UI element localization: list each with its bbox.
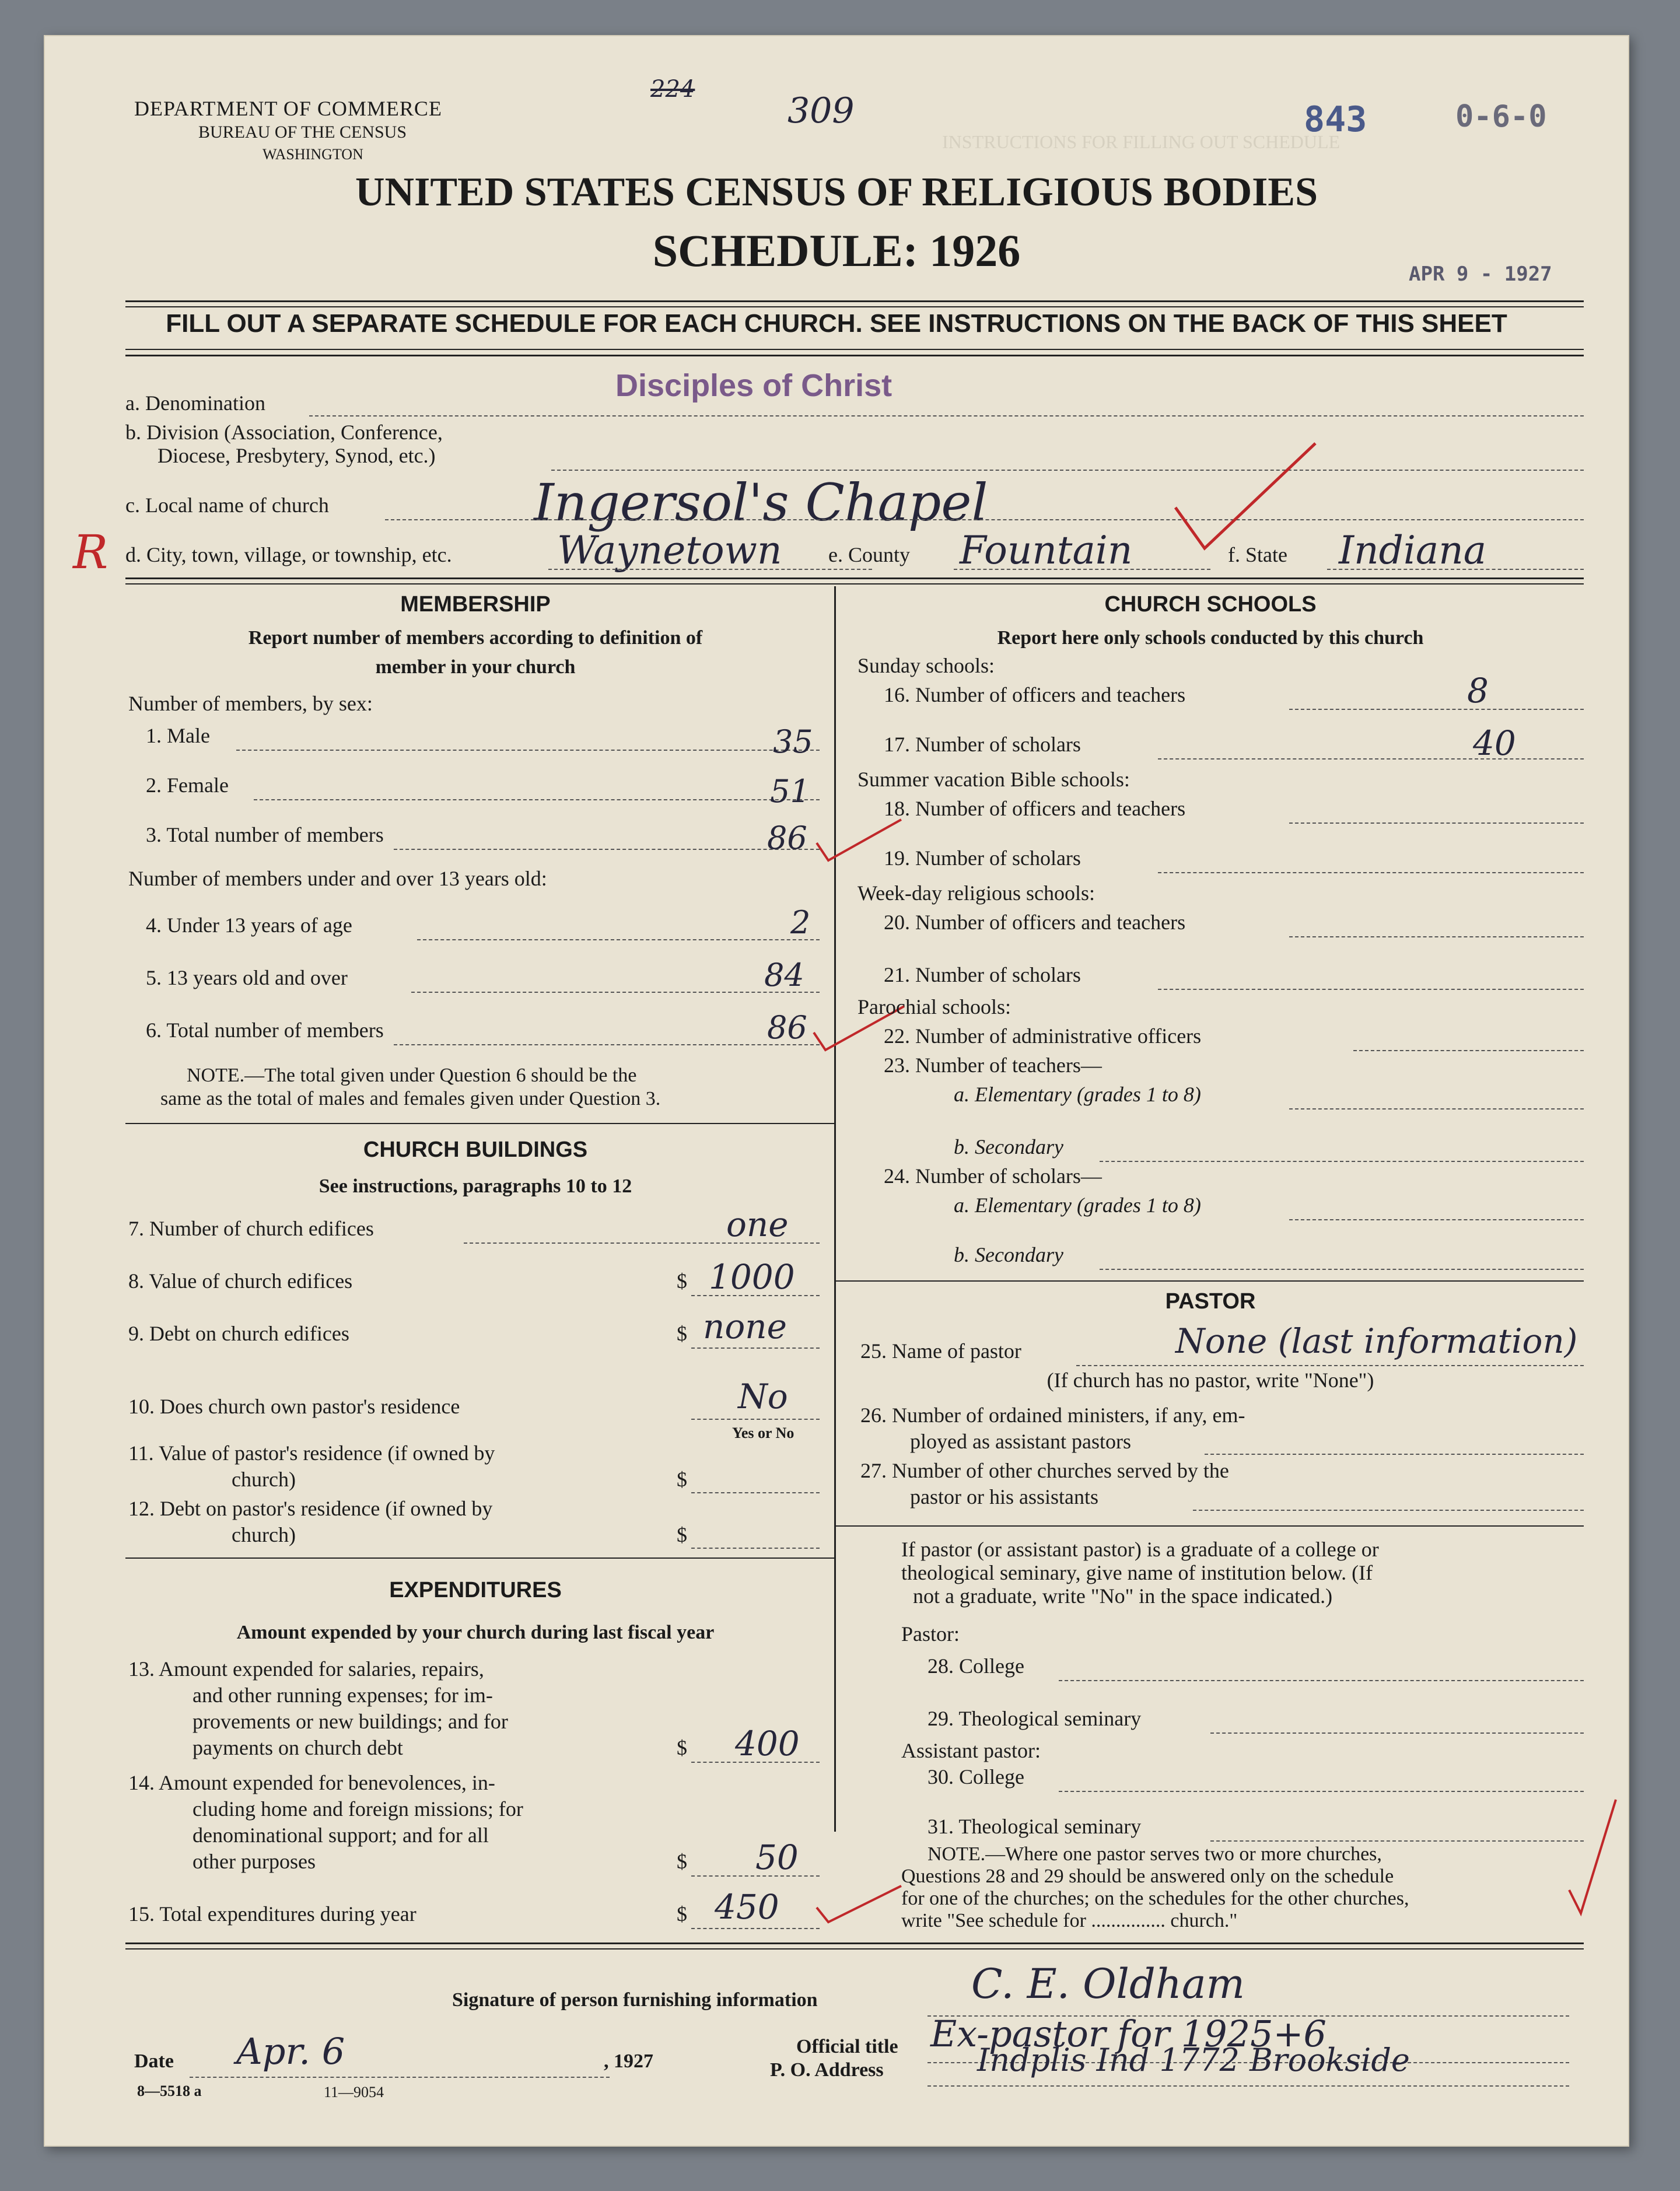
q12-label-cont: church) [232, 1523, 296, 1546]
field-line [1158, 758, 1584, 760]
separate-schedule-instruction: FILL OUT A SEPARATE SCHEDULE FOR EACH CHURCH. SEE INSTRUCTIONS ON THE BACK OF THIS SHEET [166, 309, 1507, 338]
date-value: Apr. 6 [236, 2030, 345, 2073]
q30-label: 30. College [928, 1765, 1024, 1788]
dollar-sign: $ [677, 1523, 687, 1546]
field-line [417, 939, 820, 940]
rule [125, 1943, 1584, 1944]
membership-note: NOTE.—The total given under Question 6 should be the [187, 1065, 637, 1086]
q9-value: none [703, 1307, 787, 1346]
field-line [1289, 936, 1584, 937]
dollar-sign: $ [677, 1269, 687, 1293]
dollar-sign: $ [677, 1850, 687, 1873]
stamp-code: 0-6-0 [1455, 99, 1547, 134]
q8-value: 1000 [709, 1257, 795, 1297]
rule [834, 1525, 1584, 1527]
print-number: 11—9054 [324, 2084, 384, 2101]
field-line [1158, 989, 1584, 990]
q14-value: 50 [755, 1838, 799, 1877]
dollar-sign: $ [677, 1736, 687, 1759]
field-line [1210, 1732, 1584, 1734]
state-value: Indiana [1339, 528, 1487, 573]
field-line [1327, 569, 1584, 570]
q3-value: 86 [767, 820, 807, 856]
q16-value: 8 [1467, 671, 1489, 710]
red-checkmark-icon [1170, 438, 1321, 560]
buildings-sub: See instructions, paragraphs 10 to 12 [318, 1175, 632, 1197]
rule [125, 1948, 1584, 1950]
q16-label: 16. Number of officers and teachers [884, 683, 1186, 706]
by-sex-label: Number of members, by sex: [128, 692, 373, 715]
q12-label: 12. Debt on pastor's residence (if owned by [128, 1497, 493, 1520]
q5-label: 5. 13 years old and over [146, 966, 348, 989]
q25-label: 25. Name of pastor [860, 1339, 1021, 1363]
number-handwritten: 309 [788, 90, 855, 131]
membership-sub: Report number of members according to definition of [248, 627, 703, 649]
q17-value: 40 [1473, 723, 1516, 763]
q7-label: 7. Number of church edifices [128, 1217, 374, 1240]
field-line [1289, 822, 1584, 824]
city-value: Waynetown [557, 528, 782, 573]
q13-label: 13. Amount expended for salaries, repairs, [128, 1657, 484, 1681]
q14-label-cont: other purposes [192, 1850, 316, 1873]
city-label: WASHINGTON [262, 146, 363, 163]
po-address-value: Indplis Ind 1772 Brookside [977, 2042, 1410, 2078]
q5-value: 84 [764, 957, 804, 993]
field-line [1100, 1269, 1584, 1270]
date-label: Date [134, 2050, 174, 2072]
rule [125, 349, 1584, 350]
pastor-title: PASTOR [1165, 1289, 1256, 1314]
q11-label: 11. Value of pastor's residence (if owned by [128, 1441, 495, 1465]
field-line [1059, 1791, 1584, 1792]
field-line [385, 519, 1584, 520]
field-line [548, 569, 872, 570]
county-value: Fountain [960, 528, 1133, 573]
yes-no-caption: Yes or No [732, 1424, 794, 1441]
rule [125, 306, 1584, 307]
q24b-label: b. Secondary [954, 1243, 1063, 1266]
rule [834, 1280, 1584, 1282]
schools-sub: Report here only schools conducted by this church [997, 627, 1424, 649]
q2-value: 51 [770, 773, 810, 810]
q18-label: 18. Number of officers and teachers [884, 797, 1186, 820]
q31-label: 31. Theological seminary [928, 1815, 1142, 1838]
dollar-sign: $ [677, 1902, 687, 1926]
field-line [411, 992, 820, 993]
field-line [1353, 1050, 1584, 1051]
form-title: UNITED STATES CENSUS OF RELIGIOUS BODIES [355, 170, 1318, 215]
q21-label: 21. Number of scholars [884, 963, 1081, 986]
field-line [928, 2085, 1569, 2087]
by-age-label: Number of members under and over 13 years old: [128, 867, 547, 890]
q25-note: (If church has no pastor, write "None") [1046, 1368, 1374, 1392]
field-line [1193, 1510, 1584, 1511]
division-label-cont: Diocese, Presbytery, Synod, etc.) [158, 444, 436, 467]
field-line [954, 569, 1210, 570]
pastor-sublabel: Pastor: [901, 1622, 960, 1646]
division-label: b. Division (Association, Conference, [125, 421, 443, 444]
q25-value: None (last information) [1175, 1321, 1578, 1361]
parochial-label: Parochial schools: [858, 995, 1011, 1019]
expenditures-sub: Amount expended by your church during last fiscal year [236, 1622, 715, 1643]
field-line [236, 750, 820, 751]
q1-value: 35 [773, 723, 813, 760]
field-line [1210, 1840, 1584, 1842]
q23a-label: a. Elementary (grades 1 to 8) [954, 1083, 1201, 1106]
received-date-stamp: APR 9 - 1927 [1409, 262, 1552, 286]
field-line [1205, 1454, 1584, 1455]
q1-label: 1. Male [146, 724, 210, 747]
church-name-value: Ingersol's Chapel [534, 473, 988, 533]
county-label: e. County [828, 543, 910, 566]
po-address-label: P. O. Address [770, 2059, 884, 2081]
q27-label: 27. Number of other churches served by the [860, 1459, 1229, 1482]
q10-value: No [738, 1377, 788, 1416]
field-line [190, 2077, 610, 2078]
q24a-label: a. Elementary (grades 1 to 8) [954, 1194, 1201, 1217]
q23-label: 23. Number of teachers— [884, 1054, 1102, 1077]
field-line [394, 1044, 820, 1045]
q6-label: 6. Total number of members [146, 1019, 384, 1042]
field-line [1289, 709, 1584, 710]
rule [125, 1558, 834, 1559]
field-line [394, 849, 820, 850]
dept-label: DEPARTMENT OF COMMERCE [134, 97, 442, 120]
buildings-title: CHURCH BUILDINGS [363, 1138, 588, 1162]
membership-note-cont: same as the total of males and females given under Question 3. [160, 1088, 661, 1110]
q17-label: 17. Number of scholars [884, 733, 1081, 756]
rule [125, 578, 1584, 579]
schools-title: CHURCH SCHOOLS [1104, 592, 1317, 617]
field-line [691, 1348, 820, 1349]
q26-label-cont: ployed as assistant pastors [910, 1430, 1131, 1453]
stamp-number: 843 [1304, 99, 1367, 140]
q14-label: 14. Amount expended for benevolences, in- [128, 1771, 495, 1794]
form-number: 8—5518 a [137, 2082, 202, 2099]
census-schedule-page [44, 35, 1629, 2147]
q14-label-cont: denominational support; and for all [192, 1824, 489, 1847]
field-line [691, 1548, 820, 1549]
assistant-sublabel: Assistant pastor: [901, 1739, 1041, 1762]
q3-label: 3. Total number of members [146, 823, 384, 846]
membership-title: MEMBERSHIP [400, 592, 551, 617]
field-line [1076, 1365, 1584, 1366]
graduate-instruction-cont: theological seminary, give name of institution below. (If [901, 1561, 1373, 1584]
state-label: f. State [1228, 543, 1287, 566]
q24-label: 24. Number of scholars— [884, 1164, 1102, 1188]
pastor-note-cont: write "See schedule for ............... church." [901, 1910, 1238, 1931]
rule [125, 300, 1584, 302]
show-through-text: INSTRUCTIONS FOR FILLING OUT SCHEDULE [942, 131, 1340, 152]
field-line [691, 1419, 820, 1420]
sunday-label: Sunday schools: [858, 654, 995, 677]
q23b-label: b. Secondary [954, 1135, 1063, 1158]
city-label: d. City, town, village, or township, etc. [125, 543, 452, 566]
pastor-note: NOTE.—Where one pastor serves two or more churches, [928, 1843, 1382, 1865]
rule [125, 355, 1584, 356]
field-line [309, 415, 1584, 416]
number-struck: 224 [650, 76, 695, 103]
q15-label: 15. Total expenditures during year [128, 1902, 416, 1926]
q29-label: 29. Theological seminary [928, 1707, 1142, 1730]
q26-label: 26. Number of ordained ministers, if any, em- [860, 1404, 1245, 1427]
q9-label: 9. Debt on church edifices [128, 1322, 349, 1345]
field-line [1059, 1680, 1584, 1681]
red-checkmark-icon [814, 1881, 907, 1928]
q13-label-cont: payments on church debt [192, 1736, 403, 1759]
q7-value: one [726, 1205, 789, 1244]
expenditures-title: EXPENDITURES [389, 1578, 562, 1602]
q8-label: 8. Value of church edifices [128, 1269, 353, 1293]
q28-label: 28. College [928, 1654, 1024, 1678]
graduate-instruction: If pastor (or assistant pastor) is a graduate of a college or [901, 1538, 1379, 1561]
pastor-note-cont: for one of the churches; on the schedules for the other churches, [901, 1888, 1409, 1909]
dollar-sign: $ [677, 1468, 687, 1491]
q6-value: 86 [767, 1009, 807, 1046]
denomination-value: Disciples of Christ [615, 368, 892, 403]
field-line [551, 470, 1584, 471]
membership-sub-cont: member in your church [375, 656, 576, 678]
q11-label-cont: church) [232, 1468, 296, 1491]
q4-label: 4. Under 13 years of age [146, 914, 352, 937]
church-name-label: c. Local name of church [125, 494, 329, 517]
q2-label: 2. Female [146, 774, 229, 797]
date-year: , 1927 [604, 2050, 653, 2072]
q13-label-cont: and other running expenses; for im- [192, 1684, 493, 1707]
weekday-label: Week-day religious schools: [858, 881, 1096, 905]
q13-value: 400 [735, 1724, 800, 1763]
graduate-instruction-cont: not a graduate, write "No" in the space indicated.) [913, 1584, 1333, 1608]
field-line [1100, 1161, 1584, 1162]
field-line [1289, 1108, 1584, 1110]
official-title-value: Ex-pastor for 1925+6 [930, 2013, 1326, 2055]
signature-value: C. E. Oldham [971, 1960, 1245, 2008]
q22-label: 22. Number of administrative officers [884, 1024, 1202, 1048]
red-checkmark-icon [1566, 1797, 1619, 1919]
field-line [1289, 1219, 1584, 1220]
denomination-label: a. Denomination [125, 391, 265, 415]
form-subtitle: SCHEDULE: 1926 [652, 225, 1021, 276]
rule [125, 583, 1584, 584]
q4-value: 2 [790, 904, 811, 941]
dollar-sign: $ [677, 1322, 687, 1345]
q19-label: 19. Number of scholars [884, 846, 1081, 870]
q14-label-cont: cluding home and foreign missions; for [192, 1797, 523, 1821]
field-line [691, 1928, 820, 1929]
q10-label: 10. Does church own pastor's residence [128, 1395, 460, 1418]
bureau-label: BUREAU OF THE CENSUS [198, 123, 407, 142]
field-line [1158, 872, 1584, 873]
pastor-note-cont: Questions 28 and 29 should be answered only on the schedule [901, 1866, 1394, 1887]
q20-label: 20. Number of officers and teachers [884, 911, 1186, 934]
q27-label-cont: pastor or his assistants [910, 1485, 1098, 1508]
review-mark: R [73, 525, 108, 579]
field-line [254, 799, 820, 800]
rule [125, 1123, 834, 1124]
q13-label-cont: provements or new buildings; and for [192, 1710, 508, 1733]
official-title-label: Official title [796, 2036, 898, 2057]
summer-label: Summer vacation Bible schools: [858, 768, 1130, 791]
signature-label: Signature of person furnishing information [452, 1989, 818, 2011]
column-divider [834, 586, 836, 1832]
field-line [691, 1492, 820, 1493]
q15-value: 450 [715, 1887, 779, 1927]
